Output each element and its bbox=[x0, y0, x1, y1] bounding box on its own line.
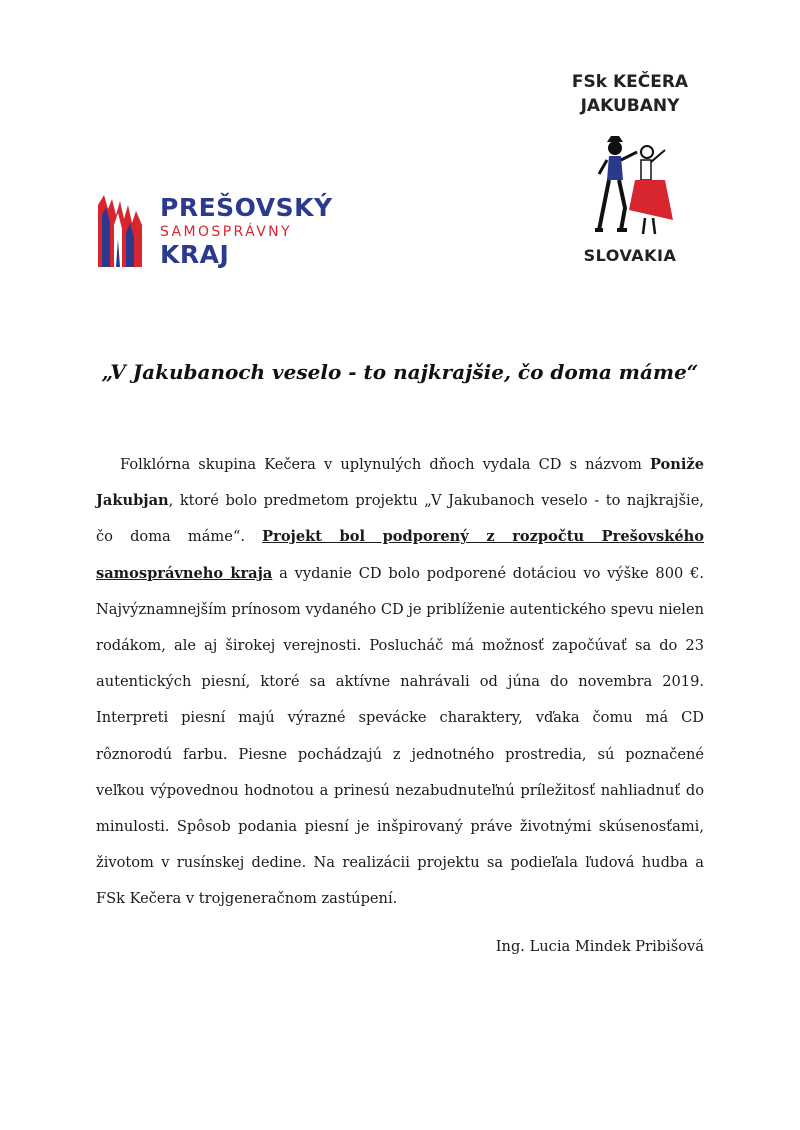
logo-text-samospravny: SAMOSPRÁVNY bbox=[160, 224, 292, 240]
presov-region-logo bbox=[98, 193, 373, 271]
fsk-village: JAKUBANY bbox=[580, 96, 680, 116]
article-body bbox=[96, 447, 704, 918]
article-text: , ktoré bolo predmetom projektu „V Jakubanoch veselo - to najkrajšie, čo doma máme“. bbox=[96, 492, 704, 546]
logo-text-presovsky: PREŠOVSKÝ bbox=[160, 193, 333, 222]
presov-emblem-icon bbox=[98, 195, 142, 267]
author-signature: Ing. Lucia Mindek Pribišová bbox=[495, 938, 704, 955]
document-title: „V Jakubanoch veselo - to najkrajšie, čo doma máme“ bbox=[101, 360, 699, 385]
fsk-country: SLOVAKIA bbox=[583, 246, 677, 265]
article-text: Folklórna skupina Kečera v uplynulých dňoch vydala CD s názvom bbox=[120, 456, 650, 473]
article-paragraph bbox=[96, 447, 704, 918]
cd-name: Poniže Jakubjan bbox=[96, 456, 704, 510]
fsk-kecera-logo bbox=[560, 70, 700, 270]
fsk-name: FSk KEČERA bbox=[571, 72, 689, 92]
logo-text-kraj: KRAJ bbox=[160, 240, 230, 269]
support-statement: Projekt bol podporený z rozpočtu Prešovského samosprávneho kraja bbox=[96, 528, 704, 582]
folk-dancers-icon bbox=[585, 130, 675, 250]
article-text: a vydanie CD bolo podporené dotáciou vo výške 800 €. Najvýznamnejším prínosom vydaného CD je priblíženie autentického spevu nielen rodákom, ale aj širokej verejnosti. Poslucháč má možnosť započúvať sa do 23 autentických piesní, ktoré sa aktívne nahrávali od júna do novembra 2019. Interpreti piesní majú výrazné spevácke charaktery, vďaka čomu má CD rôznorodú farbu. Piesne pochádzajú z jednotného prostredia, sú poznačené veľkou výpovednou hodnotou a prinesú nezabudnuteľnú príležitosť nahliadnuť do minulosti. Spôsob podania piesní je inšpirovaný práve životnými skúsenosťami, životom v rusínskej dedine. Na realizácii projektu sa podieľala ľudová hudba a FSk Kečera v trojgeneračnom zastúpení. bbox=[96, 564, 704, 908]
